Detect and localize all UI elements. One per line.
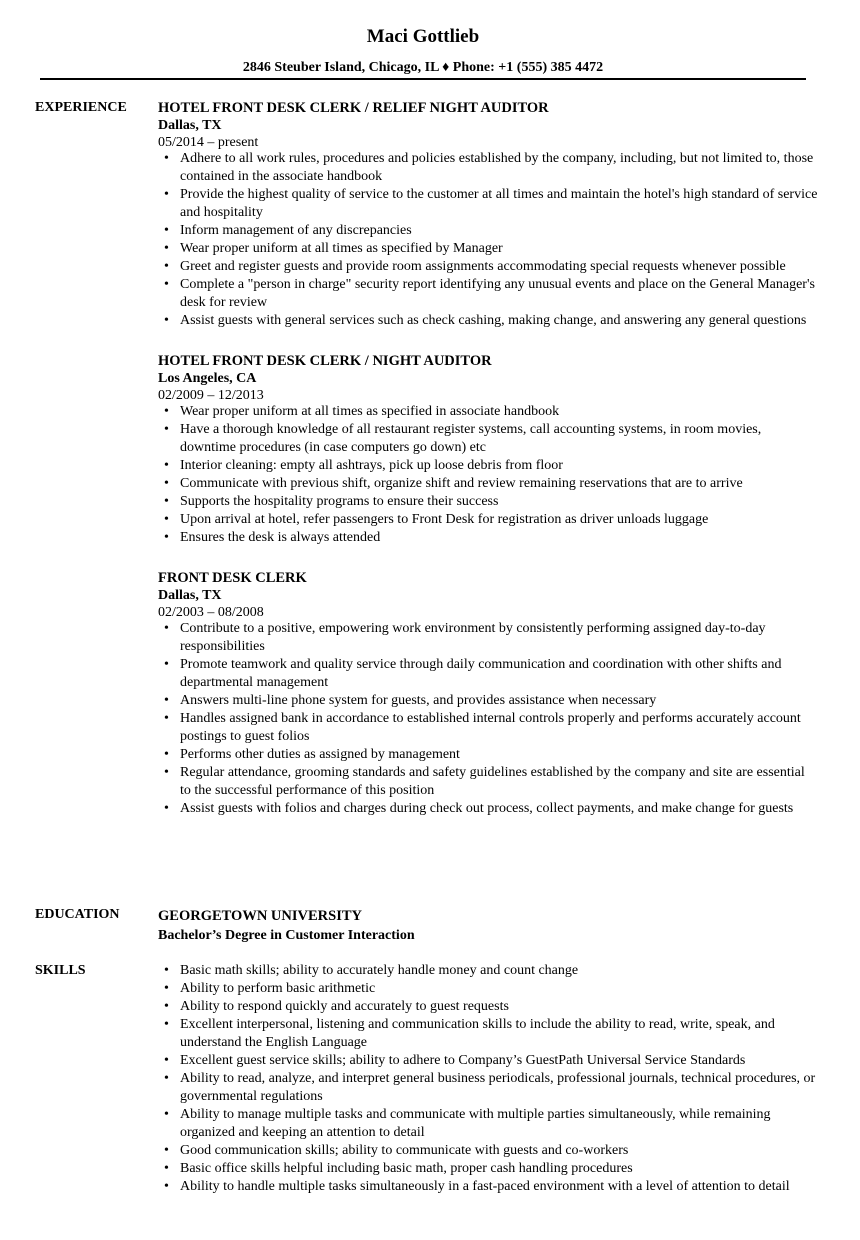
job-location: Dallas, TX (158, 118, 222, 133)
degree-name: Bachelor’s Degree in Customer Interaction (158, 928, 415, 943)
duty-item: • Contribute to a positive, empowering work environment by consistently performing assigned day-to-day responsibilities (158, 620, 818, 656)
skill-item: • Ability to handle multiple tasks simultaneously in a fast-paced environment with a level of attention to detail (158, 1178, 818, 1196)
skills-body (158, 962, 818, 1196)
duty-item: • Provide the highest quality of service to the customer at all times and maintain the hotel's high standard of service and hospitality (158, 186, 818, 222)
duty-item: • Complete a "person in charge" security report identifying any unusual events and place on the General Manager's desk for review (158, 276, 818, 312)
header-divider (40, 78, 806, 80)
job-location: Los Angeles, CA (158, 371, 257, 386)
duty-item: • Handles assigned bank in accordance to established internal controls properly and performs accurately account postings to guest folios (158, 710, 818, 746)
duty-item: • Interior cleaning: empty all ashtrays, pick up loose debris from floor (158, 457, 818, 475)
skill-item: • Ability to manage multiple tasks and communicate with multiple parties simultaneously, while remaining organized and keeping an attention to detail (158, 1106, 818, 1142)
job-duties (158, 403, 818, 547)
duty-item: • Regular attendance, grooming standards and safety guidelines established by the company and site are essential to the successful performance of this position (158, 764, 818, 800)
job-duties (158, 150, 818, 330)
duty-item: • Promote teamwork and quality service through daily communication and coordination with other shifts and departmental management (158, 656, 818, 692)
job-entry (158, 569, 818, 818)
job-entry (158, 352, 818, 547)
school-name: GEORGETOWN UNIVERSITY (158, 908, 362, 924)
job-dates: 05/2014 – present (158, 135, 259, 150)
candidate-name: Maci Gottlieb (366, 26, 480, 47)
job-duties (158, 620, 818, 818)
duty-item: • Inform management of any discrepancies (158, 222, 818, 240)
section-label-experience: EXPERIENCE (35, 100, 127, 115)
job-title: HOTEL FRONT DESK CLERK / RELIEF NIGHT AUDITOR (158, 100, 549, 116)
duty-item: • Supports the hospitality programs to ensure their success (158, 493, 818, 511)
skill-item: • Ability to perform basic arithmetic (158, 980, 818, 998)
duty-item: • Adhere to all work rules, procedures and policies established by the company, including, but not limited to, those contained in the associate handbook (158, 150, 818, 186)
job-title: FRONT DESK CLERK (158, 570, 307, 586)
duty-item: • Wear proper uniform at all times as specified in associate handbook (158, 403, 818, 421)
job-title: HOTEL FRONT DESK CLERK / NIGHT AUDITOR (158, 353, 492, 369)
skill-item: • Excellent interpersonal, listening and communication skills to include the ability to read, write, speak, and understand the English Language (158, 1016, 818, 1052)
job-entry (158, 99, 818, 330)
skill-item: • Good communication skills; ability to communicate with guests and co-workers (158, 1142, 818, 1160)
skill-item: • Basic math skills; ability to accurately handle money and count change (158, 962, 818, 980)
skill-item: • Ability to respond quickly and accurately to guest requests (158, 998, 818, 1016)
section-label-skills: SKILLS (35, 963, 86, 978)
skill-item: • Excellent guest service skills; ability to adhere to Company’s GuestPath Universal Service Standards (158, 1052, 818, 1070)
duty-item: • Wear proper uniform at all times as specified by Manager (158, 240, 818, 258)
duty-item: • Answers multi-line phone system for guests, and provides assistance when necessary (158, 692, 818, 710)
job-dates: 02/2003 – 08/2008 (158, 605, 264, 620)
duty-item: • Ensures the desk is always attended (158, 529, 818, 547)
duty-item: • Performs other duties as assigned by management (158, 746, 818, 764)
duty-item: • Greet and register guests and provide room assignments accommodating special requests whenever possible (158, 258, 818, 276)
job-location: Dallas, TX (158, 588, 222, 603)
duty-item: • Assist guests with folios and charges during check out process, collect payments, and make change for guests (158, 800, 818, 818)
duty-item: • Assist guests with general services such as check cashing, making change, and answering any general questions (158, 312, 818, 330)
experience-list (158, 99, 818, 840)
duty-item: • Upon arrival at hotel, refer passengers to Front Desk for registration as driver unloads luggage (158, 511, 818, 529)
duty-item: • Communicate with previous shift, organize shift and review remaining reservations that are to arrive (158, 475, 818, 493)
duty-item: • Have a thorough knowledge of all restaurant register systems, call accounting systems, in room movies, downtime procedures (in case computers go down) etc (158, 421, 818, 457)
section-label-education: EDUCATION (35, 907, 120, 922)
skills-list (158, 962, 818, 1196)
skill-item: • Basic office skills helpful including basic math, proper cash handling procedures (158, 1160, 818, 1178)
job-dates: 02/2009 – 12/2013 (158, 388, 264, 403)
skill-item: • Ability to read, analyze, and interpret general business periodicals, professional journals, technical procedures, or governmental regulations (158, 1070, 818, 1106)
contact-line: 2846 Steuber Island, Chicago, IL ♦ Phone: +1 (555) 385 4472 (242, 60, 604, 75)
education-body (158, 906, 818, 946)
